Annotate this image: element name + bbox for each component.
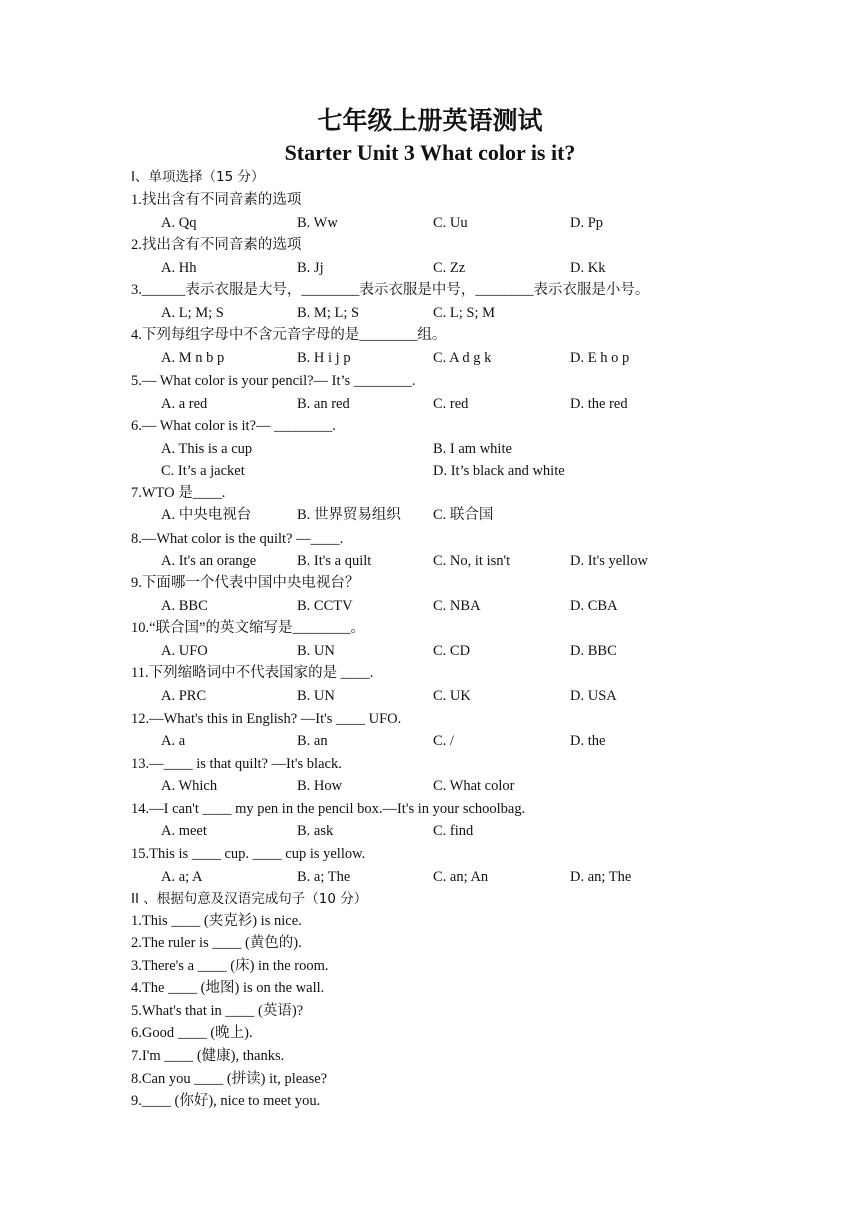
option-b: B. an red — [297, 396, 350, 412]
option-a: A. Hh — [161, 260, 197, 276]
fill-in-sentence: 2.The ruler is ____ (黄色的). — [131, 935, 302, 951]
question-text: 9.下面哪一个代表中国中央电视台？ — [131, 575, 360, 591]
option-a: A. This is a cup — [161, 441, 253, 457]
option-c: C. Zz — [433, 260, 466, 276]
option-d: D. Kk — [570, 260, 606, 276]
option-d: D. USA — [570, 688, 617, 704]
option-a: A. It's an orange — [161, 553, 257, 569]
fill-in-sentence: 1.This ____ (夹克衫) is nice. — [131, 913, 302, 929]
option-a: A. UFO — [161, 643, 208, 659]
option-c: C. CD — [433, 643, 471, 659]
option-b: B. ask — [297, 823, 334, 839]
option-c: C. No, it isn't — [433, 553, 511, 569]
option-d: D. the — [570, 733, 606, 749]
question-text: 5.— What color is your pencil?— It’s ________. — [131, 373, 416, 389]
option-b: B. 世界贸易组织 — [297, 507, 401, 523]
question-text: 4.下列每组字母中不含元音字母的是________组。 — [131, 327, 447, 343]
option-d: D. E h o p — [570, 350, 630, 366]
option-b: B. CCTV — [297, 598, 353, 614]
option-a: A. PRC — [161, 688, 207, 704]
option-d: D. Pp — [570, 215, 604, 231]
option-c: C. NBA — [433, 598, 481, 614]
question-text: 6.— What color is it?— ________. — [131, 418, 336, 434]
option-a: A. M n b p — [161, 350, 225, 366]
section-2-heading: II 、根据句意及汉语完成句子（10 分） — [131, 891, 368, 907]
option-b: B. H i j p — [297, 350, 351, 366]
section-1-heading: I、单项选择（15 分） — [131, 169, 265, 185]
fill-in-sentence: 7.I'm ____ (健康), thanks. — [131, 1048, 285, 1064]
option-b: B. an — [297, 733, 328, 749]
option-c: C. an; An — [433, 869, 489, 885]
option-d: D. the red — [570, 396, 628, 412]
option-b: B. I am white — [433, 441, 512, 457]
page-title-chinese: 七年级上册英语测试 — [317, 106, 543, 135]
fill-in-sentence: 4.The ____ (地图) is on the wall. — [131, 980, 325, 996]
option-b: B. UN — [297, 643, 335, 659]
option-a: A. BBC — [161, 598, 208, 614]
option-c: C. L; S; M — [433, 305, 496, 321]
question-text: 14.—I can't ____ my pen in the pencil box.—It's in your schoolbag. — [131, 801, 526, 817]
question-text: 1.找出含有不同音素的选项 — [131, 192, 302, 208]
option-d: D. CBA — [570, 598, 618, 614]
option-c: C. red — [433, 396, 469, 412]
question-text: 12.—What's this in English? —It's ____ UFO. — [131, 711, 402, 727]
question-text: 2.找出含有不同音素的选项 — [131, 237, 302, 253]
option-c: C. What color — [433, 778, 515, 794]
option-a: A. a red — [161, 396, 208, 412]
option-c: C. UK — [433, 688, 471, 704]
option-d: D. It's yellow — [570, 553, 648, 569]
question-text: 3.______表示衣服是大号，________表示衣服是中号，________表示衣服是小号。 — [131, 282, 650, 298]
option-b: B. UN — [297, 688, 335, 704]
option-b: B. a; The — [297, 869, 351, 885]
fill-in-sentence: 8.Can you ____ (拼读) it, please? — [131, 1071, 328, 1087]
option-c: C. A d g k — [433, 350, 492, 366]
option-b: B. How — [297, 778, 343, 794]
page-title-english: Starter Unit 3 What color is it? — [284, 140, 576, 165]
question-text: 15.This is ____ cup. ____ cup is yellow. — [131, 846, 366, 862]
option-d: D. It’s black and white — [433, 463, 565, 479]
option-c: C. Uu — [433, 215, 468, 231]
option-c: C. find — [433, 823, 474, 839]
question-text: 7.WTO 是____. — [131, 485, 226, 501]
fill-in-sentence: 5.What's that in ____ (英语)? — [131, 1003, 304, 1019]
option-b: B. M; L; S — [297, 305, 360, 321]
option-c: C. 联合国 — [433, 507, 494, 523]
fill-in-sentence: 6.Good ____ (晚上). — [131, 1025, 253, 1041]
option-b: B. It's a quilt — [297, 553, 372, 569]
option-a: A. 中央电视台 — [161, 507, 252, 523]
option-a: A. Qq — [161, 215, 197, 231]
option-d: D. BBC — [570, 643, 617, 659]
option-c: C. It’s a jacket — [161, 463, 245, 479]
option-b: B. Jj — [297, 260, 324, 276]
fill-in-sentence: 9.____ (你好), nice to meet you. — [131, 1093, 321, 1109]
option-a: A. meet — [161, 823, 207, 839]
option-a: A. a; A — [161, 869, 203, 885]
question-text: 11.下列缩略词中不代表国家的是 ____. — [131, 665, 374, 681]
option-c: C. / — [433, 733, 454, 749]
option-a: A. a — [161, 733, 186, 749]
option-a: A. L; M; S — [161, 305, 224, 321]
question-text: 10.“联合国”的英文缩写是________。 — [131, 620, 365, 636]
fill-in-sentence: 3.There's a ____ (床) in the room. — [131, 958, 329, 974]
option-d: D. an; The — [570, 869, 632, 885]
question-text: 13.—____ is that quilt? —It's black. — [131, 756, 342, 772]
option-b: B. Ww — [297, 215, 338, 231]
question-text: 8.—What color is the quilt? —____. — [131, 531, 344, 547]
option-a: A. Which — [161, 778, 218, 794]
